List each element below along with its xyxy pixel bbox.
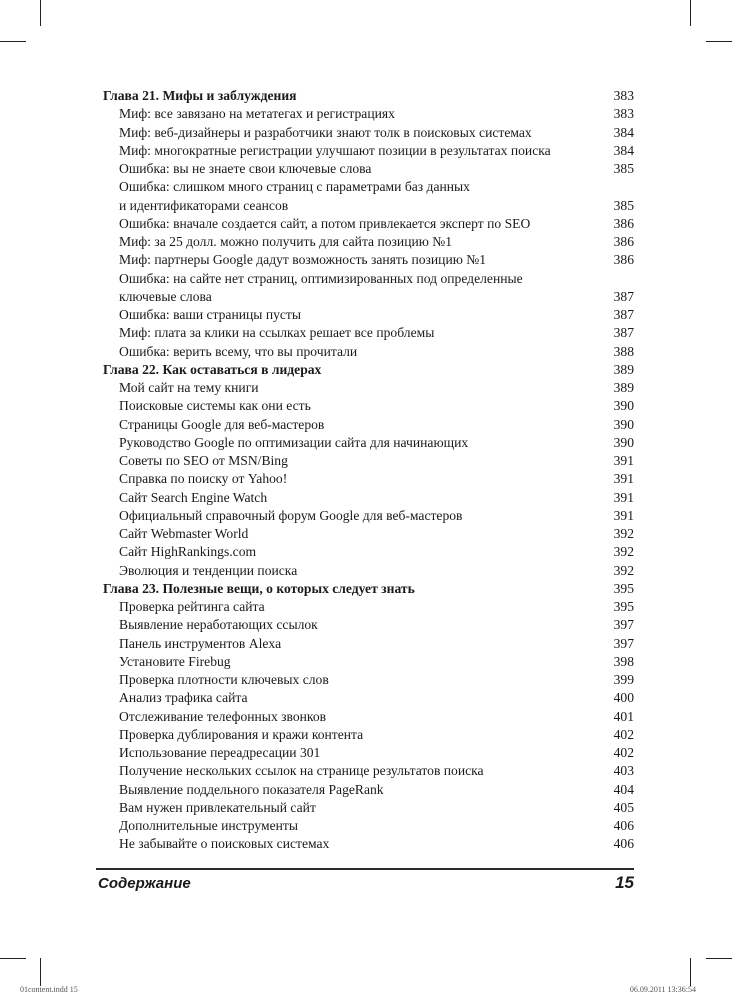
toc-page-number: 397 (613, 617, 634, 633)
toc-title (119, 744, 600, 762)
toc-entry (103, 543, 634, 561)
toc-title (119, 835, 600, 853)
toc-title-text: Справка по поиску от Yahoo! (119, 471, 288, 487)
toc-title (119, 489, 600, 507)
toc-title-text: Страницы Google для веб-мастеров (119, 416, 325, 432)
toc-page-number: 387 (613, 307, 634, 322)
toc-entry (103, 215, 634, 233)
toc-title-text: Миф: веб-дизайнеры и разработчики знают толк в поисковых системах (119, 124, 532, 140)
toc-page-number: 386 (613, 215, 634, 231)
toc-entry (103, 233, 634, 251)
toc-page-number: 386 (613, 234, 634, 249)
crop-mark (706, 41, 732, 42)
footer-rule (96, 868, 634, 870)
crop-mark (0, 958, 26, 959)
toc-page-number: 398 (613, 653, 634, 669)
toc-page-number: 383 (613, 88, 634, 103)
toc-title-continuation: и идентификаторами сеансов (119, 197, 289, 213)
toc-title (119, 507, 600, 525)
toc-title-text: Сайт Search Engine Watch (119, 489, 268, 505)
toc-entry (103, 251, 634, 269)
toc-title-text: Вам нужен привлекательный сайт (119, 799, 316, 815)
toc-page-number: 395 (613, 599, 634, 614)
toc-title (119, 452, 600, 470)
toc-title (119, 726, 600, 744)
toc-chapter-heading (103, 580, 634, 598)
toc-page-number: 401 (613, 708, 634, 724)
toc-title (119, 653, 600, 671)
toc-entry (103, 452, 634, 470)
toc-title (119, 142, 600, 160)
print-slug-timestamp: 06.09.2011 13:36:54 (629, 985, 696, 994)
toc-title-text: Анализ трафика сайта (119, 690, 248, 706)
table-of-contents (103, 87, 634, 854)
toc-title (119, 762, 600, 780)
toc-entry (103, 817, 634, 835)
toc-title-text: Ошибка: верить всему, что вы прочитали (119, 343, 358, 359)
toc-title (103, 361, 600, 379)
toc-entry (103, 178, 634, 215)
toc-title-text: Проверка плотности ключевых слов (119, 672, 329, 687)
toc-title (119, 525, 600, 543)
toc-page-number: 391 (613, 489, 634, 505)
footer-page-number: 15 (615, 873, 634, 892)
toc-title-text: Дополнительные инструменты (119, 818, 299, 833)
toc-page-number: 405 (613, 799, 634, 815)
toc-title (119, 470, 600, 488)
toc-entry (103, 270, 634, 307)
toc-title (103, 87, 600, 105)
toc-title (119, 671, 600, 689)
toc-page-number: 395 (613, 580, 634, 596)
toc-entry (103, 343, 634, 361)
toc-entry (103, 799, 634, 817)
toc-page-number: 397 (613, 635, 634, 651)
toc-page-number: 406 (613, 836, 634, 852)
toc-title (119, 689, 600, 707)
toc-title (119, 562, 600, 580)
toc-title-text: Сайт Webmaster World (119, 526, 249, 541)
toc-title (119, 379, 600, 397)
toc-entry (103, 525, 634, 543)
toc-page-number: 402 (613, 745, 634, 760)
toc-title (119, 397, 600, 415)
toc-title-text: Глава 23. Полезные вещи, о которых следует знать (103, 580, 415, 596)
toc-entry (103, 726, 634, 744)
toc-page-number: 383 (613, 106, 634, 122)
toc-title-text: Миф: партнеры Google дадут возможность занять позицию №1 (119, 252, 487, 268)
toc-title (119, 781, 600, 799)
toc-entry (103, 689, 634, 707)
toc-entry (103, 434, 634, 452)
toc-title (119, 324, 600, 342)
toc-title-text: Миф: многократные регистрации улучшают позиции в результатах поиска (119, 142, 551, 158)
toc-page-number: 400 (613, 690, 634, 706)
toc-title (119, 160, 600, 178)
toc-title (119, 817, 600, 835)
toc-page-number: 390 (613, 416, 634, 432)
toc-title (103, 580, 600, 598)
toc-title (119, 416, 600, 434)
toc-entry (103, 507, 634, 525)
toc-title (119, 105, 600, 123)
toc-entry (103, 397, 634, 415)
toc-title-text: Поисковые системы как они есть (119, 398, 311, 414)
toc-title-text: Эволюция и тенденции поиска (119, 562, 298, 578)
toc-title (119, 124, 600, 142)
toc-title-text: Ошибка: вначале создается сайт, а потом привлекается эксперт по SEO (119, 215, 531, 231)
toc-page-number: 387 (613, 325, 634, 341)
crop-mark (690, 0, 691, 26)
toc-page-number: 392 (613, 544, 634, 560)
toc-entry (103, 416, 634, 434)
toc-title-text: Миф: все завязано на метатегах и регистрациях (119, 106, 395, 122)
toc-page-number: 403 (613, 763, 634, 779)
toc-page-number: 391 (613, 507, 634, 523)
toc-page-number: 390 (613, 398, 634, 414)
print-slug-file: 01content.indd 15 (20, 985, 78, 994)
toc-page-number: 392 (613, 526, 634, 541)
toc-title (119, 343, 600, 361)
toc-title (119, 233, 600, 251)
toc-title (119, 799, 600, 817)
toc-title-text: Получение нескольких ссылок на странице результатов поиска (119, 763, 484, 779)
toc-entry (103, 781, 634, 799)
toc-page-number: 391 (613, 453, 634, 468)
toc-entry (103, 671, 634, 689)
toc-title-text: Миф: плата за клики на ссылках решает все проблемы (119, 325, 435, 341)
toc-title-text: Мой сайт на тему книги (119, 380, 259, 395)
toc-entry (103, 562, 634, 580)
toc-entry (103, 306, 634, 324)
toc-title-text: Установите Firebug (119, 653, 231, 669)
toc-title (119, 598, 600, 616)
toc-entry (103, 470, 634, 488)
toc-title (119, 270, 600, 307)
toc-title-text: Официальный справочный форум Google для веб-мастеров (119, 507, 463, 523)
toc-title-text: Сайт HighRankings.com (119, 544, 257, 560)
toc-title (119, 635, 600, 653)
toc-title (119, 215, 600, 233)
toc-title-text: Не забывайте о поисковых системах (119, 836, 330, 852)
toc-page-number: 388 (613, 343, 634, 359)
toc-entry (103, 489, 634, 507)
toc-title (119, 434, 600, 452)
toc-entry (103, 324, 634, 342)
toc-page-number: 392 (613, 562, 634, 578)
toc-title-text: Миф: за 25 долл. можно получить для сайта позицию №1 (119, 234, 453, 249)
toc-page-number: 399 (613, 672, 634, 687)
toc-entry (103, 635, 634, 653)
toc-page-number: 390 (613, 434, 634, 450)
toc-entry (103, 379, 634, 397)
toc-title-text: Ошибка: ваши страницы пусты (119, 307, 302, 322)
toc-title-text: Панель инструментов Alexa (119, 635, 282, 651)
toc-title-text: Глава 21. Мифы и заблуждения (103, 88, 297, 103)
toc-title (119, 178, 600, 215)
toc-entry (103, 616, 634, 634)
toc-entry (103, 124, 634, 142)
toc-entry (103, 105, 634, 123)
toc-page-number: 384 (613, 142, 634, 158)
toc-title-text: Глава 22. Как оставаться в лидерах (103, 361, 322, 377)
toc-title-text: Ошибка: слишком много страниц с параметрами баз данных (119, 179, 470, 195)
toc-entry (103, 744, 634, 762)
toc-chapter-heading (103, 361, 634, 379)
toc-title (119, 616, 600, 634)
toc-page-number: 384 (613, 124, 634, 140)
toc-entry (103, 160, 634, 178)
toc-page-number: 402 (613, 726, 634, 742)
toc-title-text: Выявление поддельного показателя PageRank (119, 781, 384, 797)
toc-chapter-heading (103, 87, 634, 105)
toc-title-text: Использование переадресации 301 (119, 745, 321, 760)
toc-title (119, 251, 600, 269)
toc-page-number: 385 (613, 161, 634, 176)
toc-title-text: Ошибка: на сайте нет страниц, оптимизированных под определенные (119, 270, 523, 286)
toc-title (119, 306, 600, 324)
toc-page-number: 385 (613, 197, 634, 213)
toc-title (119, 543, 600, 561)
crop-mark (706, 958, 732, 959)
toc-entry (103, 142, 634, 160)
crop-mark (0, 41, 26, 42)
toc-entry (103, 653, 634, 671)
toc-page-number: 406 (613, 818, 634, 833)
toc-title-text: Проверка дублирования и кражи контента (119, 726, 364, 742)
toc-title-text: Выявление неработающих ссылок (119, 617, 318, 633)
toc-entry (103, 708, 634, 726)
toc-title (119, 708, 600, 726)
crop-mark (690, 958, 691, 986)
toc-title-text: Ошибка: вы не знаете свои ключевые слова (119, 161, 372, 176)
toc-entry (103, 762, 634, 780)
toc-page-number: 391 (613, 471, 634, 487)
crop-mark (40, 958, 41, 986)
toc-page-number: 389 (613, 361, 634, 377)
toc-entry (103, 598, 634, 616)
toc-page-number: 404 (613, 781, 634, 797)
toc-title-text: Советы по SEO от MSN/Bing (119, 453, 288, 468)
toc-title-text: Проверка рейтинга сайта (119, 599, 265, 614)
footer-section-title: Содержание (98, 875, 191, 892)
toc-page-number: 389 (613, 380, 634, 395)
crop-mark (40, 0, 41, 26)
toc-page-number: 386 (613, 252, 634, 268)
toc-entry (103, 835, 634, 853)
toc-title-text: Отслеживание телефонных звонков (119, 708, 327, 724)
toc-page-number: 387 (613, 288, 634, 304)
toc-title-continuation: ключевые слова (119, 288, 212, 304)
toc-title-text: Руководство Google по оптимизации сайта для начинающих (119, 434, 469, 450)
